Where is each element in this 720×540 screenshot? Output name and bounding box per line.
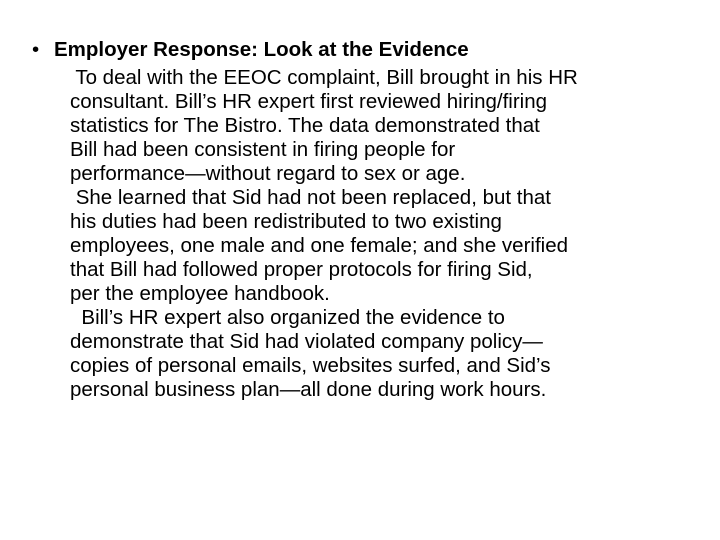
paragraph-line: copies of personal emails, websites surfed, and Sid’s	[70, 354, 551, 377]
paragraph-line: She learned that Sid had not been replaced, but that	[70, 186, 551, 209]
paragraph-line: To deal with the EEOC complaint, Bill brought in his HR	[70, 66, 578, 89]
slide-content	[30, 38, 690, 402]
paragraph-line: personal business plan—all done during work hours.	[70, 378, 547, 401]
bullet-icon: •	[32, 38, 40, 61]
paragraph-line: statistics for The Bistro. The data demonstrated that	[70, 114, 540, 137]
paragraph-line: employees, one male and one female; and she verified	[70, 234, 569, 257]
paragraph-line: performance—without regard to sex or age.	[70, 162, 466, 185]
paragraph-line: his duties had been redistributed to two existing	[70, 210, 502, 233]
paragraph-line: Bill’s HR expert also organized the evidence to	[70, 306, 505, 329]
paragraph-line: consultant. Bill’s HR expert first reviewed hiring/firing	[70, 90, 548, 113]
paragraph-policy-evidence	[70, 306, 690, 402]
paragraph-line: demonstrate that Sid had violated company policy—	[70, 330, 543, 353]
paragraph-sid-replacement	[70, 186, 690, 306]
paragraph-line: per the employee handbook.	[70, 282, 330, 305]
paragraph-line: Bill had been consistent in firing people for	[70, 138, 456, 161]
paragraph-eeoc-review	[70, 66, 690, 186]
slide-heading: Employer Response: Look at the Evidence	[54, 38, 469, 61]
paragraph-line: that Bill had followed proper protocols for firing Sid,	[70, 258, 533, 281]
heading-row	[30, 38, 690, 62]
